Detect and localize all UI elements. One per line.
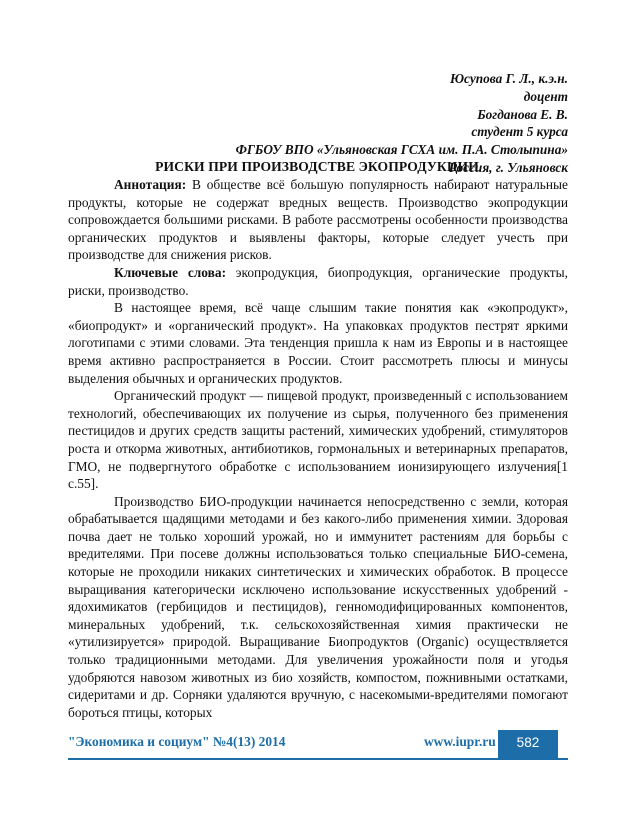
annotation-paragraph xyxy=(68,176,568,264)
journal-name: "Экономика и социум" №4(13) 2014 xyxy=(68,734,286,749)
page-footer xyxy=(68,730,568,760)
annotation-text: В обществе всё большую популярность набирают натуральные продукты, которые не содержат вредных веществ. Производство экопродукции сопровождается большими рисками. В работе рассмотрены особенности производства органических продуктов и выявлены факторы, которые следует учесть при производстве для снижения рисков. xyxy=(68,177,568,263)
keywords-paragraph xyxy=(68,264,568,299)
author-line-2: доцент xyxy=(523,88,568,104)
body-paragraph-3: Производство БИО-продукции начинается непосредственно с земли, которая обрабатывается щадящими методами и без какого-либо применения химии. Здоровая почва дает не только хороший урожай, но и иммунитет растениям для борьбы с вредителями. При посеве должны использоваться только специальные БИО-семена, которые не проходили никаких синтетических и химических обработок. В процессе выращивания категорически исключено использование искусственных удобрений - ядохимикатов (гербицидов и пестицидов), генномодифицированных компонентов, минеральных удобрений, т.к. сельскохозяйственная химия практически не «утилизируется» природой. Выращивание Биопродуктов (Organic) осуществляется только традиционными методами. Для увеличения урожайности поля и угодья удобряются навозом животных из био хозяйств, компостом, пожнивными остатками, сидеритами и др. Сорняки удаляются вручную, с насекомыми-вредителями помогают бороться птицы, которых xyxy=(68,493,568,720)
page-number: 582 xyxy=(498,730,558,758)
author-line-1: Юсупова Г. Л., к.э.н. xyxy=(449,71,568,86)
author-line-4: студент 5 курса xyxy=(471,124,568,140)
keywords-label: Ключевые слова: xyxy=(114,264,227,280)
journal-website[interactable]: www.iupr.ru xyxy=(424,734,496,749)
affiliation: ФГБОУ ВПО «Ульяновская ГСХА им. П.А. Столыпина» xyxy=(235,142,568,158)
location: Россия, г. Ульяновск xyxy=(448,159,568,175)
keywords-text: экопродукция, биопродукция, органические продукты, риски, производство. xyxy=(68,264,568,298)
body-paragraph-2: Органический продукт — пищевой продукт, произведенный с использованием технологий, обеспечивающих их получение из сырья, полученного без применения пестицидов и других средств защиты растений, химических удобрений, стимуляторов роста и откорма животных, антибиотиков, гормональных и ветеринарных препаратов, ГМО, не подвергнутого обработке с использованием ионизирующего излучения[1 с.55]. xyxy=(68,388,568,492)
author-line-3: Богданова Е. В. xyxy=(477,106,568,122)
article-body xyxy=(68,176,568,721)
annotation-label: Аннотация: xyxy=(114,177,187,192)
body-paragraph-1: В настоящее время, всё чаще слышим такие понятия как «экопродукт», «биопродукт» и «органический продукт». На упаковках продуктов пестрят яркими логотипами с этими словами. Эта тенденция пришла к нам из Европы и в настоящее время активно распространяется в России. Стоит рассмотреть плюсы и минусы выделения обычных и органических продуктов. xyxy=(68,300,568,386)
article-title: РИСКИ ПРИ ПРОИЗВОДСТВЕ ЭКОПРОДУКЦИИ xyxy=(155,159,479,174)
footer-divider xyxy=(68,758,568,760)
